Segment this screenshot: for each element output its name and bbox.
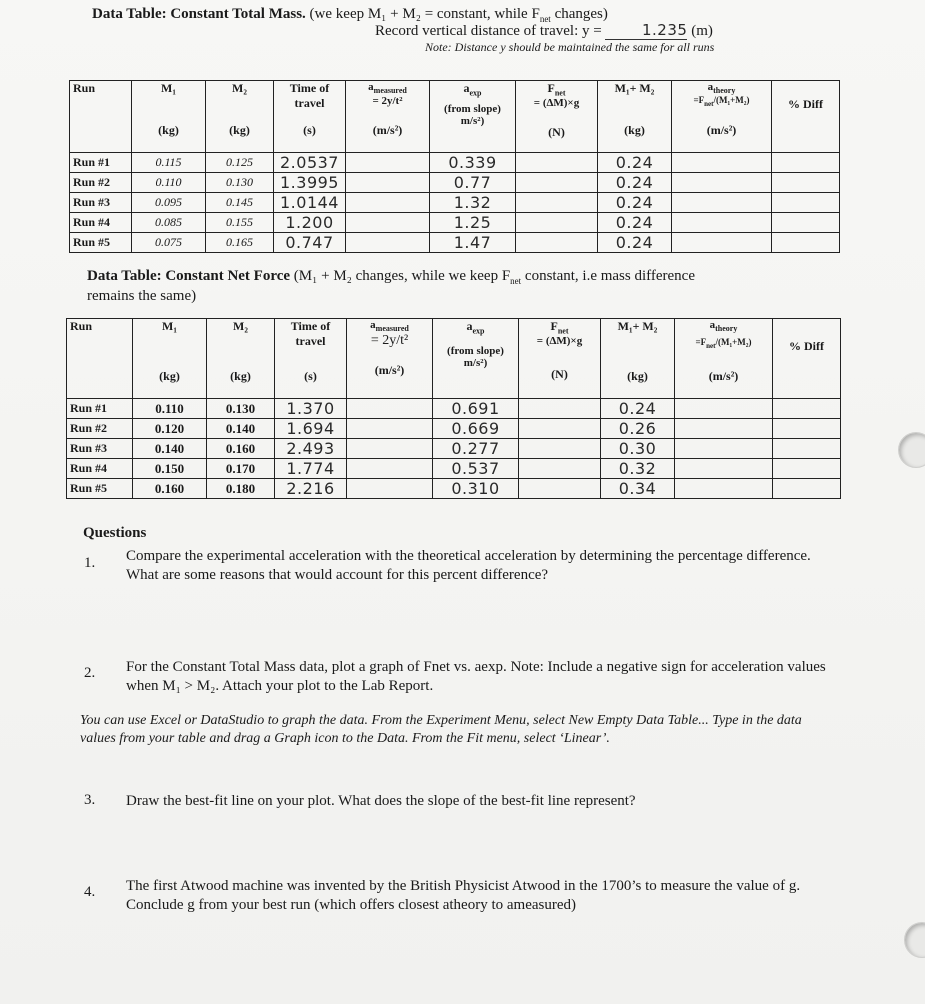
table-row <box>70 233 840 253</box>
question-1-text: Compare the experimental acceleration with the theoretical acceleration by determining the percentage difference. What are some reasons that would account for this percent difference? <box>126 548 811 583</box>
time-cell: 1.774 <box>275 459 347 479</box>
m2-cell: 0.170 <box>207 459 275 479</box>
binder-hole <box>898 432 925 468</box>
a-theory-cell <box>672 153 772 173</box>
a-theory-cell <box>675 419 773 439</box>
a-theory-cell <box>675 399 773 419</box>
run-cell: Run #5 <box>67 479 133 499</box>
a-exp-cell: 1.47 <box>430 233 516 253</box>
question-1-number: 1. <box>84 555 96 571</box>
time-cell: 1.694 <box>275 419 347 439</box>
time-cell: 2.0537 <box>274 153 346 173</box>
m1-cell: 0.115 <box>132 153 206 173</box>
diff-cell <box>773 479 841 499</box>
m1-cell: 0.150 <box>133 459 207 479</box>
a-exp-cell: 0.691 <box>433 399 519 419</box>
fnet-cell <box>516 233 598 253</box>
graphing-instructions: You can use Excel or DataStudio to graph the data. From the Experiment Menu, select New Empty Data Table... Type in the data values from your table and drag a Graph icon to the Data. From the Fit menu, select ‘Linear’. <box>80 713 802 746</box>
questions-heading: Questions <box>83 525 147 541</box>
fnet-cell <box>519 479 601 499</box>
a-measured-cell <box>347 439 433 459</box>
a-measured-cell <box>346 153 430 173</box>
diff-cell <box>772 233 840 253</box>
time-cell: 1.3995 <box>274 173 346 193</box>
distance-record-line: Record vertical distance of travel: y = 1.235 (m) <box>375 21 713 39</box>
distance-note: Note: Distance y should be maintained the same for all runs <box>425 40 715 54</box>
col-m2: M₂ (kg) <box>207 319 275 399</box>
table-row <box>67 459 841 479</box>
run-cell: Run #2 <box>67 419 133 439</box>
run-cell: Run #2 <box>70 173 132 193</box>
time-cell: 2.493 <box>275 439 347 459</box>
table1-header-row <box>70 81 840 153</box>
table-row <box>70 213 840 233</box>
time-cell: 2.216 <box>275 479 347 499</box>
constant-net-force-table <box>66 318 841 499</box>
a-theory-cell <box>675 459 773 479</box>
diff-cell <box>772 153 840 173</box>
a-theory-cell <box>675 479 773 499</box>
col-a-exp: $a_{exp}$ (from slope) m/s²) <box>430 81 516 153</box>
col-msum: M₁+ M₂ (kg) <box>598 81 672 153</box>
m1-cell: 0.160 <box>133 479 207 499</box>
table-row <box>70 153 840 173</box>
a-exp-cell: 0.77 <box>430 173 516 193</box>
m1-cell: 0.140 <box>133 439 207 459</box>
col-time: Time of travel (s) <box>274 81 346 153</box>
a-theory-cell <box>672 213 772 233</box>
msum-cell: 0.30 <box>601 439 675 459</box>
a-measured-cell <box>347 479 433 499</box>
a-measured-cell <box>346 233 430 253</box>
table-row <box>70 193 840 213</box>
col-a-theory: $a_{theory}$ $=F_{net}/(M_1+M_2)$ (m/s²) <box>672 81 772 153</box>
m2-cell: 0.130 <box>206 173 274 193</box>
fnet-cell <box>516 193 598 213</box>
a-exp-cell: 0.669 <box>433 419 519 439</box>
m1-cell: 0.120 <box>133 419 207 439</box>
msum-cell: 0.24 <box>598 173 672 193</box>
diff-cell <box>773 439 841 459</box>
time-cell: 1.200 <box>274 213 346 233</box>
m2-cell: 0.180 <box>207 479 275 499</box>
col-diff: % Diff <box>773 319 841 399</box>
table-row <box>67 419 841 439</box>
a-exp-cell: 0.310 <box>433 479 519 499</box>
m1-cell: 0.110 <box>133 399 207 419</box>
m1-cell: 0.075 <box>132 233 206 253</box>
fnet-cell <box>519 419 601 439</box>
run-cell: Run #1 <box>70 153 132 173</box>
col-m2: M₂ (kg) <box>206 81 274 153</box>
fnet-cell <box>516 213 598 233</box>
msum-cell: 0.32 <box>601 459 675 479</box>
m2-cell: 0.165 <box>206 233 274 253</box>
col-m1: M₁ (kg) <box>133 319 207 399</box>
m2-cell: 0.125 <box>206 153 274 173</box>
m2-cell: 0.130 <box>207 399 275 419</box>
col-time: Time of travel (s) <box>275 319 347 399</box>
m1-cell: 0.110 <box>132 173 206 193</box>
run-cell: Run #3 <box>67 439 133 459</box>
diff-cell <box>772 193 840 213</box>
question-3-text: Draw the best-fit line on your plot. What does the slope of the best-fit line represent? <box>126 793 636 809</box>
col-fnet: $F_{net}$ = (ΔM)×g (N) <box>516 81 598 153</box>
msum-cell: 0.24 <box>598 193 672 213</box>
a-measured-cell <box>347 399 433 419</box>
run-cell: Run #3 <box>70 193 132 213</box>
col-run: Run <box>70 81 132 153</box>
m1-cell: 0.095 <box>132 193 206 213</box>
m2-cell: 0.140 <box>207 419 275 439</box>
col-a-theory: $a_{theory}$ $=F_{net}/(M_1+M_2)$ (m/s²) <box>675 319 773 399</box>
table2-header-row <box>67 319 841 399</box>
a-measured-cell <box>346 193 430 213</box>
table2-title: Data Table: Constant Net Force (M₁ + M₂ changes, while we keep $F_{net}$ constant, i.e mass difference <box>87 268 695 286</box>
a-measured-cell <box>346 173 430 193</box>
m2-cell: 0.160 <box>207 439 275 459</box>
binder-hole <box>904 922 925 958</box>
diff-cell <box>772 213 840 233</box>
diff-cell <box>773 459 841 479</box>
fnet-cell <box>519 459 601 479</box>
table-row <box>67 399 841 419</box>
col-fnet: $F_{net}$ = (ΔM)×g (N) <box>519 319 601 399</box>
a-theory-cell <box>672 173 772 193</box>
run-cell: Run #1 <box>67 399 133 419</box>
question-3-number: 3. <box>84 792 96 808</box>
col-a-exp: $a_{exp}$ (from slope) m/s²) <box>433 319 519 399</box>
run-cell: Run #5 <box>70 233 132 253</box>
msum-cell: 0.24 <box>601 399 675 419</box>
constant-total-mass-table <box>69 80 840 253</box>
a-measured-cell <box>347 459 433 479</box>
time-cell: 1.370 <box>275 399 347 419</box>
msum-cell: 0.24 <box>598 233 672 253</box>
time-cell: 0.747 <box>274 233 346 253</box>
m1-cell: 0.085 <box>132 213 206 233</box>
a-exp-cell: 0.537 <box>433 459 519 479</box>
a-theory-cell <box>672 233 772 253</box>
a-exp-cell: 1.25 <box>430 213 516 233</box>
col-msum: M₁+ M₂ (kg) <box>601 319 675 399</box>
table-row <box>67 479 841 499</box>
a-exp-cell: 0.277 <box>433 439 519 459</box>
a-measured-cell <box>347 419 433 439</box>
col-a-measured: $a_{measured}$ = 2y/t² (m/s²) <box>346 81 430 153</box>
a-exp-cell: 0.339 <box>430 153 516 173</box>
a-exp-cell: 1.32 <box>430 193 516 213</box>
run-cell: Run #4 <box>70 213 132 233</box>
question-4-number: 4. <box>84 884 96 900</box>
m2-cell: 0.145 <box>206 193 274 213</box>
table2-subtitle: remains the same) <box>87 288 197 304</box>
msum-cell: 0.26 <box>601 419 675 439</box>
fnet-cell <box>516 173 598 193</box>
col-run: Run <box>67 319 133 399</box>
msum-cell: 0.24 <box>598 213 672 233</box>
msum-cell: 0.34 <box>601 479 675 499</box>
distance-value: 1.235 <box>605 21 687 40</box>
table1-title: Data Table: Constant Total Mass. (we keep M₁ + M₂ = constant, while $F_{net}$ changes) <box>92 6 608 24</box>
fnet-cell <box>519 399 601 419</box>
col-a-measured: $a_{measured}$ = 2y/t² (m/s²) <box>347 319 433 399</box>
question-2-text: For the Constant Total Mass data, plot a graph of Fnet vs. aexp. Note: Include a negative sign for acceleration values when M₁ > M₂. Attach your plot to the Lab Report. <box>126 659 826 694</box>
a-measured-cell <box>346 213 430 233</box>
time-cell: 1.0144 <box>274 193 346 213</box>
question-4-text: The first Atwood machine was invented by the British Physicist Atwood in the 1700’s to measure the value of g. Conclude g from your best run (which offers closest atheory to ameasured) <box>126 878 801 913</box>
table-row <box>70 173 840 193</box>
table-row <box>67 439 841 459</box>
col-m1: M₁ (kg) <box>132 81 206 153</box>
fnet-cell <box>519 439 601 459</box>
question-2-number: 2. <box>84 665 96 681</box>
run-cell: Run #4 <box>67 459 133 479</box>
m2-cell: 0.155 <box>206 213 274 233</box>
diff-cell <box>773 419 841 439</box>
diff-cell <box>772 173 840 193</box>
a-theory-cell <box>672 193 772 213</box>
a-theory-cell <box>675 439 773 459</box>
msum-cell: 0.24 <box>598 153 672 173</box>
col-diff: % Diff <box>772 81 840 153</box>
fnet-cell <box>516 153 598 173</box>
diff-cell <box>773 399 841 419</box>
